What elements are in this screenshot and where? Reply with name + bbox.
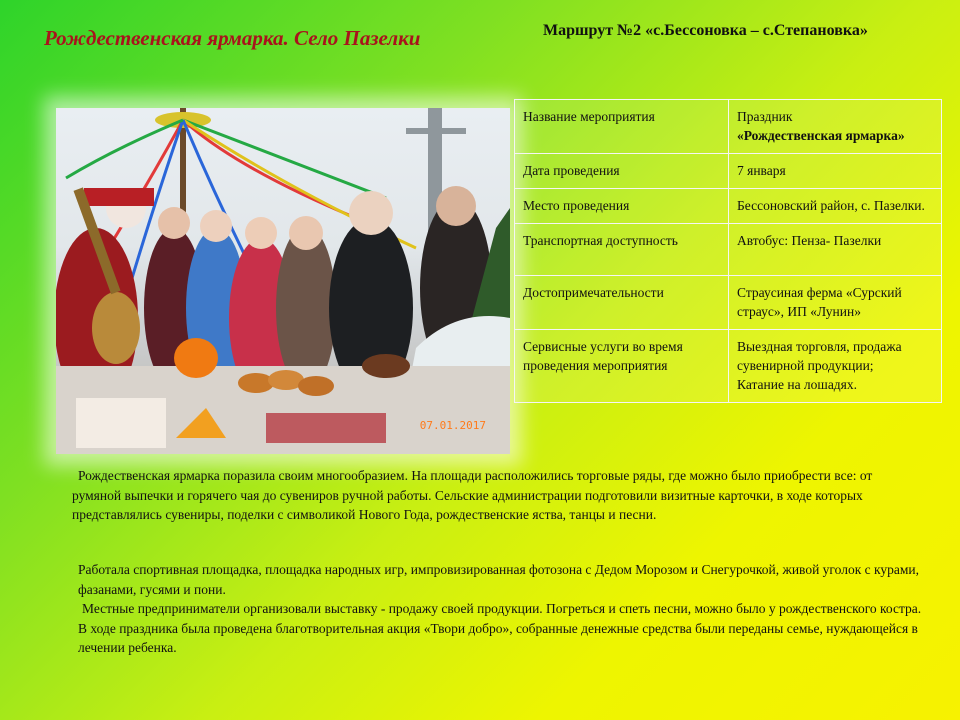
fair-photo-illustration <box>56 108 510 454</box>
row-value <box>729 330 942 403</box>
event-info-table <box>514 99 942 403</box>
event-name: «Рождественская ярмарка» <box>737 128 905 143</box>
row-value: Бессоновский район, с. Пазелки. <box>729 189 942 224</box>
row-value: 7 января <box>729 154 942 189</box>
page-title: Рождественская ярмарка. Село Пазелки <box>44 26 421 50</box>
paragraph-text: Рождественская ярмарка поразила своим многообразием. На площади расположились торговые ряды, где можно было приобрести все: от румяной выпечки и горячего чая до сувениров ручной работы. Сельские администрации подготовили визитные карточки, в ходе которых представлялись сувениры, поделки с символикой Нового Года, рождественские яства, танцы и песни. <box>72 468 873 522</box>
paragraph-text: Местные предприниматели организовали выставку - продажу своей продукции. Погреться и спеть песни, можно было у рождественского костра. <box>82 601 922 616</box>
fair-photo <box>56 108 510 454</box>
row-label: Транспортная доступность <box>515 224 729 276</box>
route-title: Маршрут №2 «с.Бессоновка – с.Степановка» <box>543 22 868 39</box>
row-label: Дата проведения <box>515 154 729 189</box>
row-label: Место проведения <box>515 189 729 224</box>
value-line: Катание на лошадях. <box>737 377 858 392</box>
paragraph-text: Работала спортивная площадка, площадка народных игр, импровизированная фотозона с Дедом Морозом и Снегурочкой, живой уголок с курами, фазанами, гусями и пони. <box>78 562 919 597</box>
table-row <box>515 154 942 189</box>
row-value <box>729 100 942 154</box>
paragraph-text: В ходе праздника была проведена благотворительная акция «Твори добро», собранные денежные средства были переданы семье, нуждающейся в лечении ребенка. <box>78 620 918 655</box>
value-line: Праздник <box>737 109 793 124</box>
table-row <box>515 330 942 403</box>
table-row <box>515 276 942 330</box>
row-label: Название мероприятия <box>515 100 729 154</box>
description-block <box>72 560 922 658</box>
row-label: Достопримечательности <box>515 276 729 330</box>
row-label: Сервисные услуги во время проведения мероприятия <box>515 330 729 403</box>
row-value: Автобус: Пенза- Пазелки <box>729 224 942 276</box>
row-value: Страусиная ферма «Сурский страус», ИП «Лунин» <box>729 276 942 330</box>
table-row <box>515 224 942 276</box>
table-row <box>515 100 942 154</box>
photo-date-stamp: 07.01.2017 <box>419 419 486 432</box>
description-paragraph <box>72 466 922 525</box>
table-row <box>515 189 942 224</box>
value-line: Выездная торговля, продажа сувенирной продукции; <box>737 339 902 373</box>
